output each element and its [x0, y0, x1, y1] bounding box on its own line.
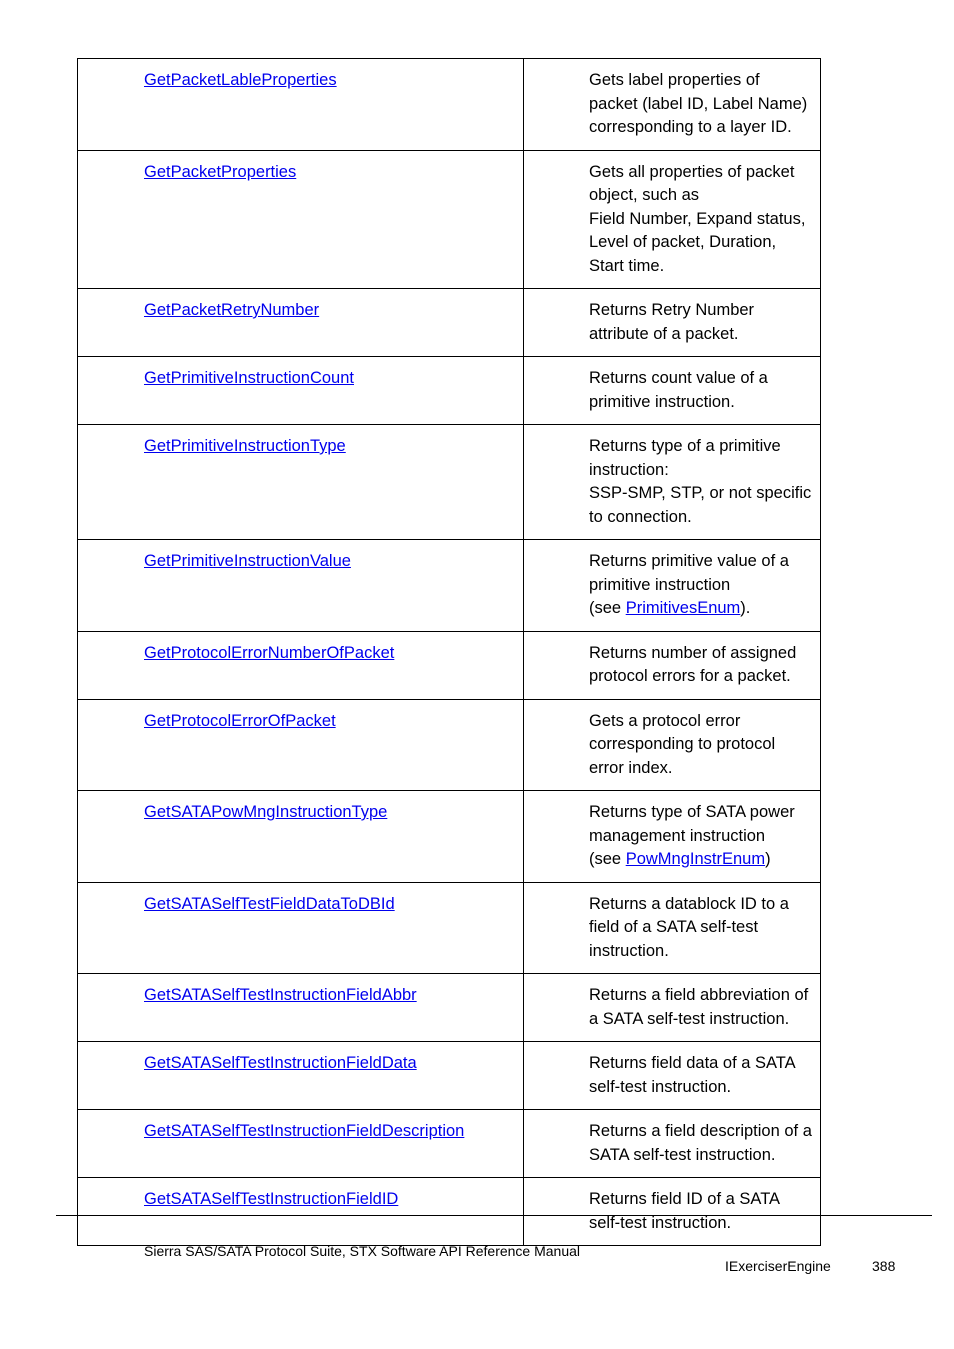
method-description-cell: [524, 1042, 821, 1110]
api-methods-table: [77, 58, 821, 1246]
table-body: [78, 59, 821, 1246]
method-name-cell: [78, 1178, 524, 1246]
method-name-cell: [78, 425, 524, 540]
method-description-cell: [524, 289, 821, 357]
method-link[interactable]: GetPacketLableProperties: [144, 71, 337, 89]
method-name-cell: [78, 631, 524, 699]
description-text: Returns Retry Number attribute of a packet.: [589, 301, 755, 343]
description-text: Returns field ID of a SATA self-test instruction.: [589, 1190, 780, 1232]
method-description-cell: [524, 357, 821, 425]
description-text: Returns number of assigned protocol errors for a packet.: [589, 643, 797, 685]
table-row: [78, 540, 821, 632]
method-description-cell: [524, 540, 821, 632]
table-row: [78, 1178, 821, 1246]
description-text: Returns a field description of a SATA self-test instruction.: [589, 1122, 812, 1164]
table-row: [78, 425, 821, 540]
method-name-cell: [78, 289, 524, 357]
method-name-cell: [78, 791, 524, 883]
description-text: Returns a field abbreviation of a SATA self-test instruction.: [589, 986, 809, 1028]
method-link[interactable]: GetSATASelfTestInstructionFieldDescription: [144, 1122, 465, 1140]
description-text: Field Number, Expand status, Level of packet, Duration, Start time.: [589, 209, 806, 275]
method-description-cell: [524, 1110, 821, 1178]
description-text: Gets label properties of packet (label ID, Label Name) corresponding to a layer ID.: [589, 71, 808, 136]
method-name-cell: [78, 1110, 524, 1178]
description-text: Returns type of SATA power management instruction: [589, 803, 795, 845]
description-text: Returns primitive value of a primitive instruction: [589, 552, 789, 594]
description-text: Returns field data of a SATA self-test instruction.: [589, 1054, 795, 1096]
method-link[interactable]: GetPrimitiveInstructionCount: [144, 369, 354, 387]
see-reference: [589, 848, 812, 872]
method-name-cell: [78, 357, 524, 425]
method-description-cell: [524, 699, 821, 791]
method-link[interactable]: GetPrimitiveInstructionValue: [144, 552, 351, 570]
method-description-cell: [524, 1178, 821, 1246]
method-link[interactable]: GetProtocolErrorOfPacket: [144, 711, 336, 730]
enum-reference-link[interactable]: PowMngInstrEnum: [625, 850, 766, 868]
table-row: [78, 59, 821, 151]
method-description-cell: [524, 882, 821, 974]
table-row: [78, 1042, 821, 1110]
method-description-cell: [524, 150, 821, 289]
see-reference-prefix: (see: [589, 850, 626, 868]
description-text: Returns count value of a primitive instruction.: [589, 369, 768, 411]
method-name-cell: [78, 974, 524, 1042]
method-description-cell: [524, 791, 821, 883]
table-row: [78, 1110, 821, 1178]
method-name-cell: [78, 699, 524, 791]
see-reference-suffix: ).: [740, 599, 751, 617]
enum-reference-link[interactable]: PrimitivesEnum: [625, 599, 741, 617]
method-description-cell: [524, 59, 821, 151]
method-name-cell: [78, 882, 524, 974]
method-name-cell: [78, 1042, 524, 1110]
table-row: [78, 289, 821, 357]
method-link[interactable]: GetSATASelfTestFieldDataToDBId: [144, 894, 395, 913]
description-text: Gets all properties of packet object, such as: [589, 162, 795, 204]
method-name-cell: [78, 59, 524, 151]
method-description-cell: [524, 974, 821, 1042]
description-text: SSP-SMP, STP, or not specific to connection.: [589, 484, 812, 526]
method-link[interactable]: GetSATASelfTestInstructionFieldAbbr: [144, 986, 417, 1004]
description-text: Gets a protocol error corresponding to protocol error index.: [589, 711, 776, 777]
method-name-cell: [78, 540, 524, 632]
description-text: Returns type of a primitive instruction:: [589, 437, 781, 479]
table-row: [78, 699, 821, 791]
method-link[interactable]: GetPrimitiveInstructionType: [144, 437, 346, 455]
method-link[interactable]: GetSATAPowMngInstructionType: [144, 803, 388, 821]
footer-page-number: 388: [872, 1258, 896, 1274]
footer-manual-title: Sierra SAS/SATA Protocol Suite, STX Software API Reference Manual: [144, 1243, 581, 1259]
footer-divider: [56, 1215, 932, 1216]
table-row: [78, 974, 821, 1042]
see-reference-suffix: ): [765, 850, 771, 868]
description-text: Returns a datablock ID to a field of a SATA self-test instruction.: [589, 894, 789, 960]
method-description-cell: [524, 631, 821, 699]
method-link[interactable]: GetSATASelfTestInstructionFieldData: [144, 1054, 417, 1072]
table-row: [78, 150, 821, 289]
table-row: [78, 791, 821, 883]
method-link[interactable]: GetSATASelfTestInstructionFieldID: [144, 1190, 399, 1208]
method-name-cell: [78, 150, 524, 289]
table-row: [78, 631, 821, 699]
method-link[interactable]: GetProtocolErrorNumberOfPacket: [144, 643, 395, 662]
footer-section-name: IExerciserEngine: [725, 1258, 831, 1274]
method-link[interactable]: GetPacketRetryNumber: [144, 301, 320, 319]
table-row: [78, 357, 821, 425]
method-link[interactable]: GetPacketProperties: [144, 162, 297, 181]
see-reference: [589, 597, 812, 621]
see-reference-prefix: (see: [589, 599, 626, 617]
method-description-cell: [524, 425, 821, 540]
table-row: [78, 882, 821, 974]
